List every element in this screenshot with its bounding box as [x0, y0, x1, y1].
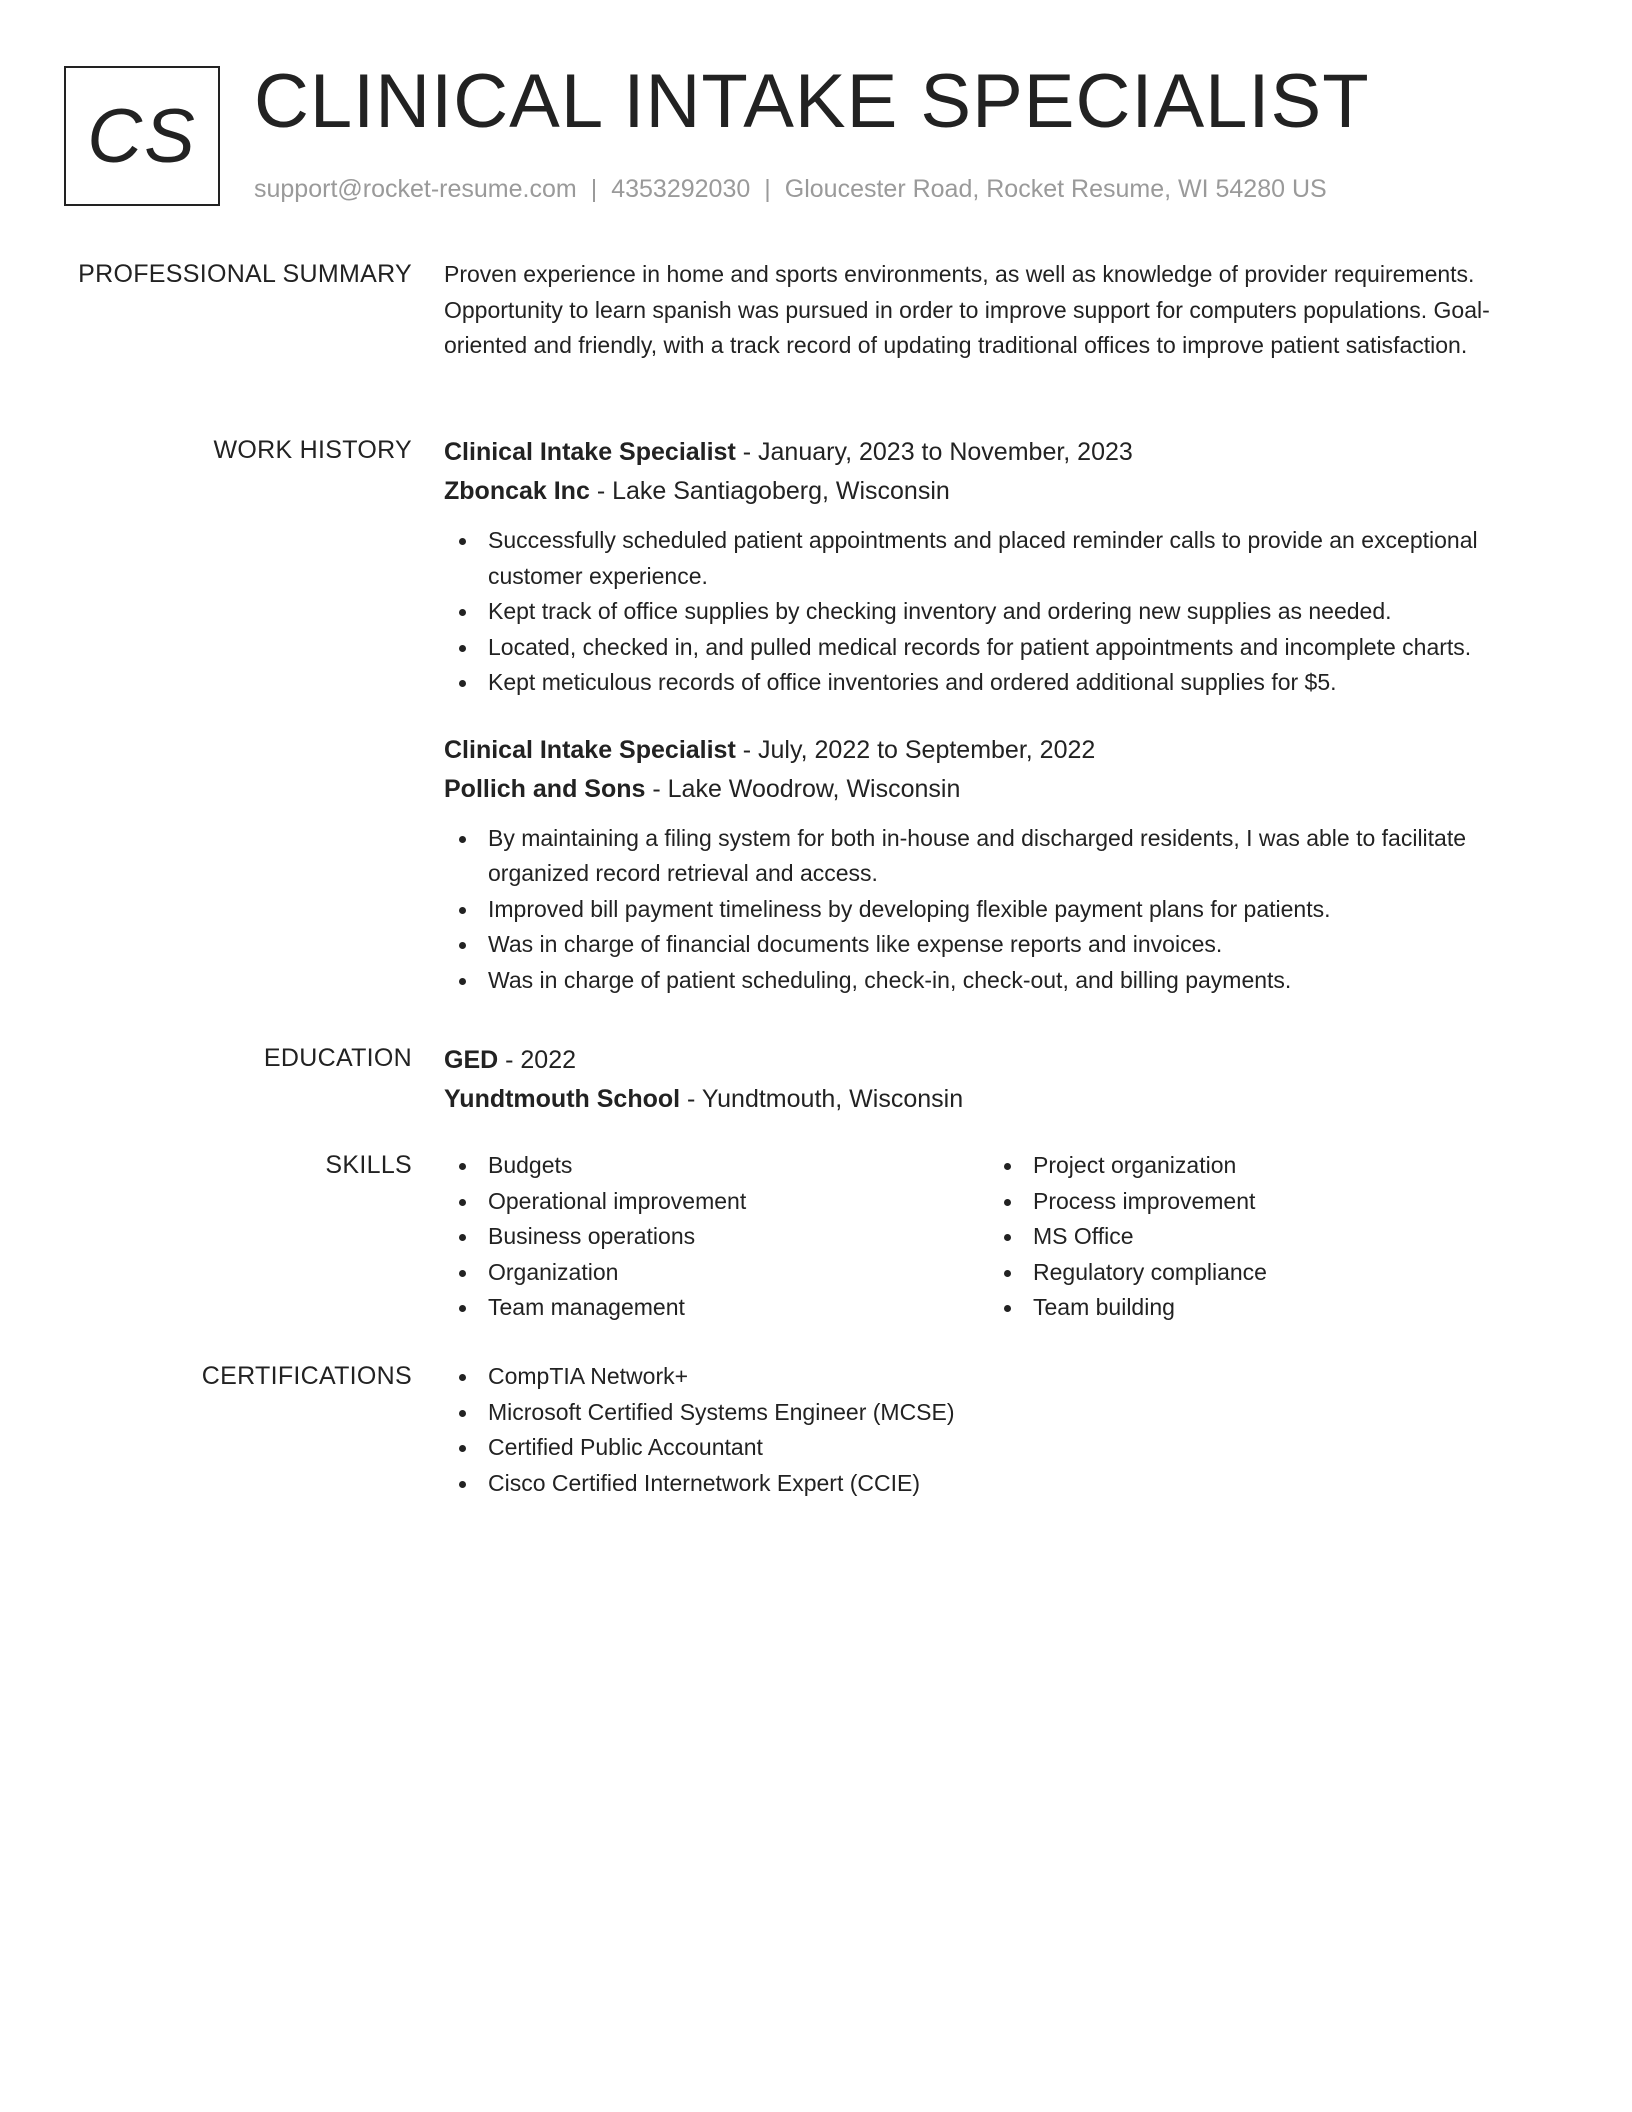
job-bullet: Improved bill payment timeliness by developing flexible payment plans for patients. — [444, 892, 1564, 928]
skill-item: Organization — [444, 1255, 989, 1291]
certifications-list — [444, 1359, 1564, 1501]
education-location: - Yundtmouth, Wisconsin — [680, 1085, 964, 1113]
job-bullet: Was in charge of financial documents like expense reports and invoices. — [444, 927, 1564, 963]
summary-text: Proven experience in home and sports environments, as well as knowledge of provider requirements. Opportunity to learn spanish was pursued in order to improve support for computers populations. Goal-oriented and friendly, with a track record of updating traditional offices to improve patient satisfaction. — [444, 261, 1490, 358]
job-location: - Lake Santiagoberg, Wisconsin — [589, 477, 950, 505]
contact-phone: 4353292030 — [611, 175, 751, 203]
contact-line — [254, 172, 1327, 206]
education-degree: GED — [444, 1046, 499, 1074]
education-school: Yundtmouth School — [444, 1085, 681, 1113]
job-company-line — [444, 770, 1564, 809]
job-company-line — [444, 472, 1564, 511]
skill-item: Budgets — [444, 1148, 989, 1184]
certification-item: Certified Public Accountant — [444, 1430, 1564, 1466]
job-title: Clinical Intake Specialist — [444, 438, 736, 466]
skill-item: Team building — [989, 1290, 1534, 1326]
section-heading: CERTIFICATIONS — [201, 1362, 412, 1390]
education-year: - 2022 — [498, 1046, 577, 1074]
skills-list-left — [444, 1148, 989, 1326]
job-bullets — [444, 821, 1564, 999]
contact-separator: | — [590, 175, 598, 203]
job-bullet: Kept track of office supplies by checking inventory and ordering new supplies as needed. — [444, 594, 1564, 630]
resume-title: CLINICAL INTAKE SPECIALIST — [254, 59, 1370, 144]
job-entry — [444, 731, 1564, 999]
certification-item: Cisco Certified Internetwork Expert (CCIE) — [444, 1466, 1564, 1502]
certification-item: CompTIA Network+ — [444, 1359, 1564, 1395]
job-dates: - July, 2022 to September, 2022 — [735, 735, 1096, 764]
contact-address: Gloucester Road, Rocket Resume, WI 54280 US — [784, 175, 1327, 203]
section-body — [444, 1148, 1564, 1326]
job-entry — [444, 433, 1564, 701]
skill-item: Team management — [444, 1290, 989, 1326]
skill-item: Operational improvement — [444, 1184, 989, 1220]
section-body — [444, 1041, 1564, 1119]
section-body — [444, 1359, 1564, 1501]
job-bullet: Kept meticulous records of office inventories and ordered additional supplies for $5. — [444, 665, 1564, 701]
skills-list-right — [989, 1148, 1534, 1326]
job-bullet: Successfully scheduled patient appointments and placed reminder calls to provide an exceptional customer experience. — [444, 523, 1564, 594]
skills-columns — [444, 1148, 1564, 1326]
job-location: - Lake Woodrow, Wisconsin — [645, 774, 961, 803]
job-bullet: Located, checked in, and pulled medical records for patient appointments and incomplete charts. — [444, 630, 1564, 666]
monogram-initials: CS — [87, 93, 197, 179]
skill-item: Business operations — [444, 1219, 989, 1255]
job-bullet: By maintaining a filing system for both in-house and discharged residents, I was able to facilitate organized record retrieval and access. — [444, 821, 1564, 892]
job-dates: - January, 2023 to November, 2023 — [735, 438, 1133, 466]
monogram-logo — [64, 66, 220, 206]
job-company: Pollich and Sons — [444, 774, 646, 803]
job-bullet: Was in charge of patient scheduling, check-in, check-out, and billing payments. — [444, 963, 1564, 999]
skill-item: Process improvement — [989, 1184, 1534, 1220]
section-heading: WORK HISTORY — [213, 436, 412, 464]
skill-item: Project organization — [989, 1148, 1534, 1184]
section-body — [444, 257, 1564, 364]
job-title: Clinical Intake Specialist — [444, 735, 736, 764]
skill-item: Regulatory compliance — [989, 1255, 1534, 1291]
contact-email: support@rocket-resume.com — [254, 175, 577, 203]
job-company: Zboncak Inc — [444, 477, 590, 505]
education-school-line — [444, 1080, 1564, 1119]
job-title-line — [444, 731, 1564, 770]
section-heading: EDUCATION — [263, 1044, 412, 1072]
section-heading: SKILLS — [325, 1151, 412, 1179]
certification-item: Microsoft Certified Systems Engineer (MCSE) — [444, 1395, 1564, 1431]
education-degree-line — [444, 1041, 1564, 1080]
skill-item: MS Office — [989, 1219, 1534, 1255]
job-bullets — [444, 523, 1564, 701]
job-title-line — [444, 433, 1564, 472]
contact-separator: | — [764, 175, 771, 203]
section-heading: PROFESSIONAL SUMMARY — [78, 260, 412, 288]
section-body — [444, 433, 1564, 998]
